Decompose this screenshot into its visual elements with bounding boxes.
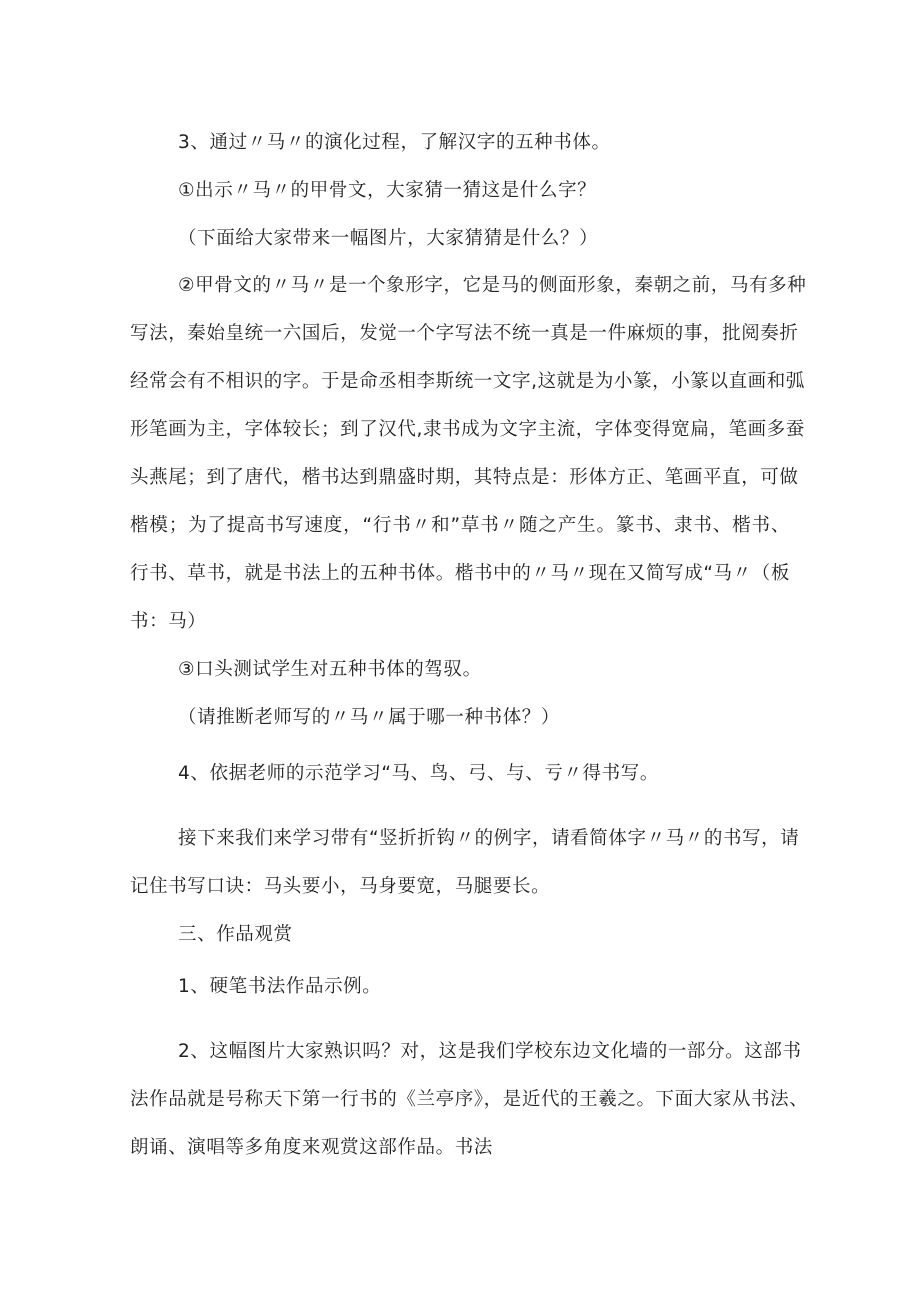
paragraph-line: 行书、草书，就是书法上的五种书体。楷书中的〃马〃现在又简写成“马〃（板 (130, 563, 790, 584)
paragraph-line: 接下来我们来学习带有“竖折折钩〃的例字，请看简体字〃马〃的书写，请 (178, 828, 800, 849)
paragraph-line: 法作品就是号称天下第一行书的《兰亭序》，是近代的王羲之。下面大家从书法、 (130, 1089, 809, 1110)
step-1-text: ①出示〃马〃的甲骨文，大家猜一猜这是什么字？ (178, 180, 597, 201)
section-4-heading: 4、依据老师的示范学习“马、鸟、弓、与、亏〃得书写。 (178, 763, 659, 784)
section-three-heading: 三、作品观赏 (178, 924, 293, 945)
step-3-text: ③口头测试学生对五种书体的驾驭。 (178, 659, 482, 680)
paragraph-line: 记住书写口诀：马头要小，马身要宽，马腿要长。 (130, 876, 551, 897)
step-1-note: （下面给大家带来一幅图片，大家猜猜是什么？） (178, 228, 599, 249)
section-3-heading: 3、通过〃马〃的演化过程，了解汉字的五种书体。 (178, 132, 611, 153)
example-1-text: 1、硬笔书法作品示例。 (178, 976, 382, 997)
paragraph-line: 楷模；为了提高书写速度，“行书〃和”草书〃随之产生。篆书、隶书、楷书、 (130, 515, 790, 536)
paragraph-line: 书：马） (130, 611, 207, 632)
paragraph-line: 头燕尾；到了唐代，楷书达到鼎盛时期，其特点是：形体方正、笔画平直，可做 (130, 467, 799, 488)
paragraph-line: 2、这幅图片大家熟识吗？对，这是我们学校东边文化墙的一部分。这部书 (178, 1041, 802, 1062)
paragraph-line: 形笔画为主，字体较长；到了汉代,隶书成为文字主流，字体变得宽扁，笔画多蚕 (130, 419, 805, 440)
paragraph-line: 朗诵、演唱等多角度来观赏这部作品。书法 (130, 1137, 493, 1158)
paragraph-line: 经常会有不相识的字。于是命丞相李斯统一文字,这就是为小篆，小篆以直画和弧 (130, 371, 805, 392)
paragraph-line: ②甲骨文的〃马〃是一个象形字，它是马的侧面形象，秦朝之前，马有多种 (178, 275, 807, 296)
paragraph-line: 写法，秦始皇统一六国后，发觉一个字写法不统一真是一件麻烦的事，批阅奏折 (130, 323, 799, 344)
step-3-note: （请推断老师写的〃马〃属于哪一种书体？） (178, 707, 561, 728)
